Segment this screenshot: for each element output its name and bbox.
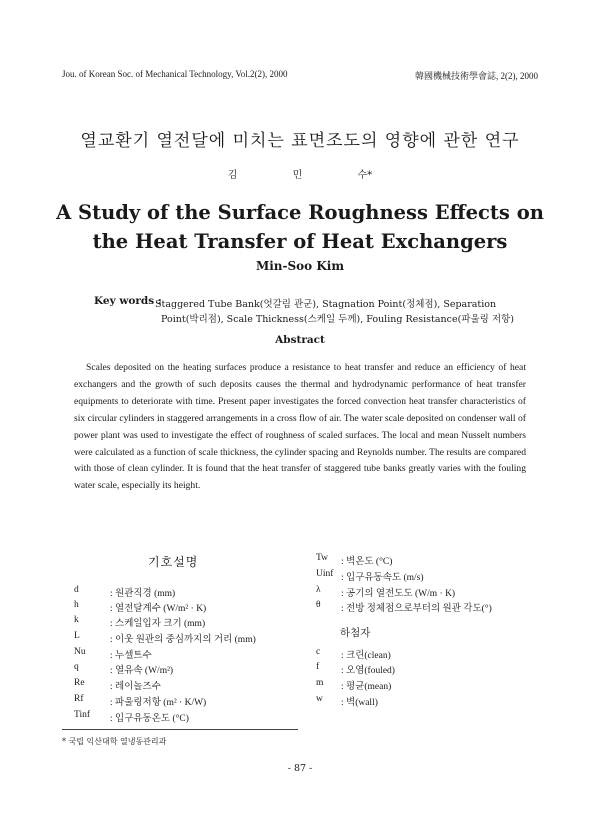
abstract-body: Scales deposited on the heating surfaces produce a resistance to heat transfer and reduce an efficiency of heat exchangers and the growth of such deposits causes the thermal and hydrodynamic performance of heat transfer equipments to deteriorate with time. Present paper investigates the forced convection heat transfer characteristics of six circular cylinders in staggered arrangements in a cross flow of air. The water scale deposited on condenser wall of power plant was used to investigate the effect of roughness of scaled surfaces. The local and mean Nusselt numbers were calculated as a function of scale thickness, the cylinder spacing and Reynolds number. The results are compared with those of clean cylinder. It is found that the heat transfer of staggered tube banks greatly varies with the fouling water scale, especially its height.	[74, 362, 526, 492]
abstract-heading: Abstract	[275, 334, 325, 346]
nom-definition: : 스케일입자 크기 (mm)	[110, 619, 206, 629]
nom-symbol: w	[316, 694, 323, 704]
nom-definition: : 열전달계수 (W/m² · K)	[110, 604, 207, 614]
nom-symbol: k	[74, 615, 79, 625]
nom-definition: : 오염(fouled)	[341, 666, 395, 676]
english-title	[0, 198, 600, 256]
nom-symbol: q	[74, 662, 79, 672]
nom-symbol: θ	[316, 600, 321, 610]
nom-definition: : 벽(wall)	[341, 698, 378, 708]
nom-symbol: d	[74, 585, 79, 595]
footnote-rule	[62, 729, 298, 730]
english-title-line: A Study of the Surface Roughness Effects on	[56, 201, 544, 224]
korean-title: 열교환기 열전달에 미치는 표면조도의 영향에 관한 연구	[80, 131, 520, 151]
nom-symbol: Nu	[74, 647, 86, 657]
nom-definition: : 열유속 (W/m²)	[110, 666, 174, 676]
journal-header-left: Jou. of Korean Soc. of Mechanical Technology, Vol.2(2), 2000	[62, 69, 288, 79]
nom-definition: : 평균(mean)	[341, 682, 392, 692]
english-title-line: the Heat Transfer of Heat Exchangers	[92, 230, 508, 253]
nom-symbol: λ	[316, 585, 321, 595]
keywords-line: Point(박리점), Scale Thickness(스케일 두께), Fouling Resistance(파울링 저항)	[161, 314, 514, 325]
author-ko-part: 민	[292, 170, 303, 181]
korean-author	[0, 166, 600, 181]
nom-definition: : 공기의 열전도도 (W/m · K)	[341, 589, 456, 599]
nom-definition: : 파울링저항 (m² · K/W)	[110, 698, 207, 708]
nom-symbol: Uinf	[316, 569, 334, 579]
subscripts-title: 하첨자	[340, 627, 371, 639]
nom-definition: : 크린(clean)	[341, 651, 391, 661]
nom-definition: : 벽온도 (°C)	[341, 557, 393, 567]
journal-header-right: 韓國機械技術學會誌, 2(2), 2000	[415, 71, 538, 81]
english-author: Min-Soo Kim	[255, 259, 345, 273]
nom-symbol: h	[74, 600, 79, 610]
nom-symbol: c	[316, 647, 321, 657]
page-number: - 87 -	[287, 763, 313, 774]
nom-symbol: Tw	[316, 553, 329, 563]
nomenclature-title: 기호설명	[148, 555, 199, 569]
keywords-line: Staggered Tube Bank(엇갈림 관군), Stagnation Point(정체점), Separation	[155, 299, 497, 310]
nom-symbol: f	[316, 662, 320, 672]
nom-symbol: Tinf	[74, 710, 91, 720]
nom-definition: : 전방 정체점으로부터의 원관 각도(°)	[341, 604, 492, 614]
nom-definition: : 누셀트수	[110, 651, 152, 661]
nom-definition: : 입구유동속도 (m/s)	[341, 573, 424, 583]
keywords-label: Key words :	[94, 295, 162, 307]
nom-definition: : 원관직경 (mm)	[110, 589, 176, 599]
affiliation-footnote: * 국립 익산대학 열냉동관리과	[62, 737, 167, 746]
nom-symbol: m	[316, 678, 324, 688]
nom-definition: : 입구유동온도 (°C)	[110, 714, 189, 724]
nom-definition: : 레이놀즈수	[110, 682, 161, 692]
nom-symbol: Re	[74, 678, 85, 688]
nom-symbol: Rf	[74, 694, 84, 704]
nom-definition: : 이웃 원관의 중심까지의 거리 (mm)	[110, 635, 256, 645]
nom-symbol: L	[74, 631, 80, 641]
author-ko-part: 김	[227, 170, 238, 181]
author-ko-part: 수*	[357, 170, 373, 181]
